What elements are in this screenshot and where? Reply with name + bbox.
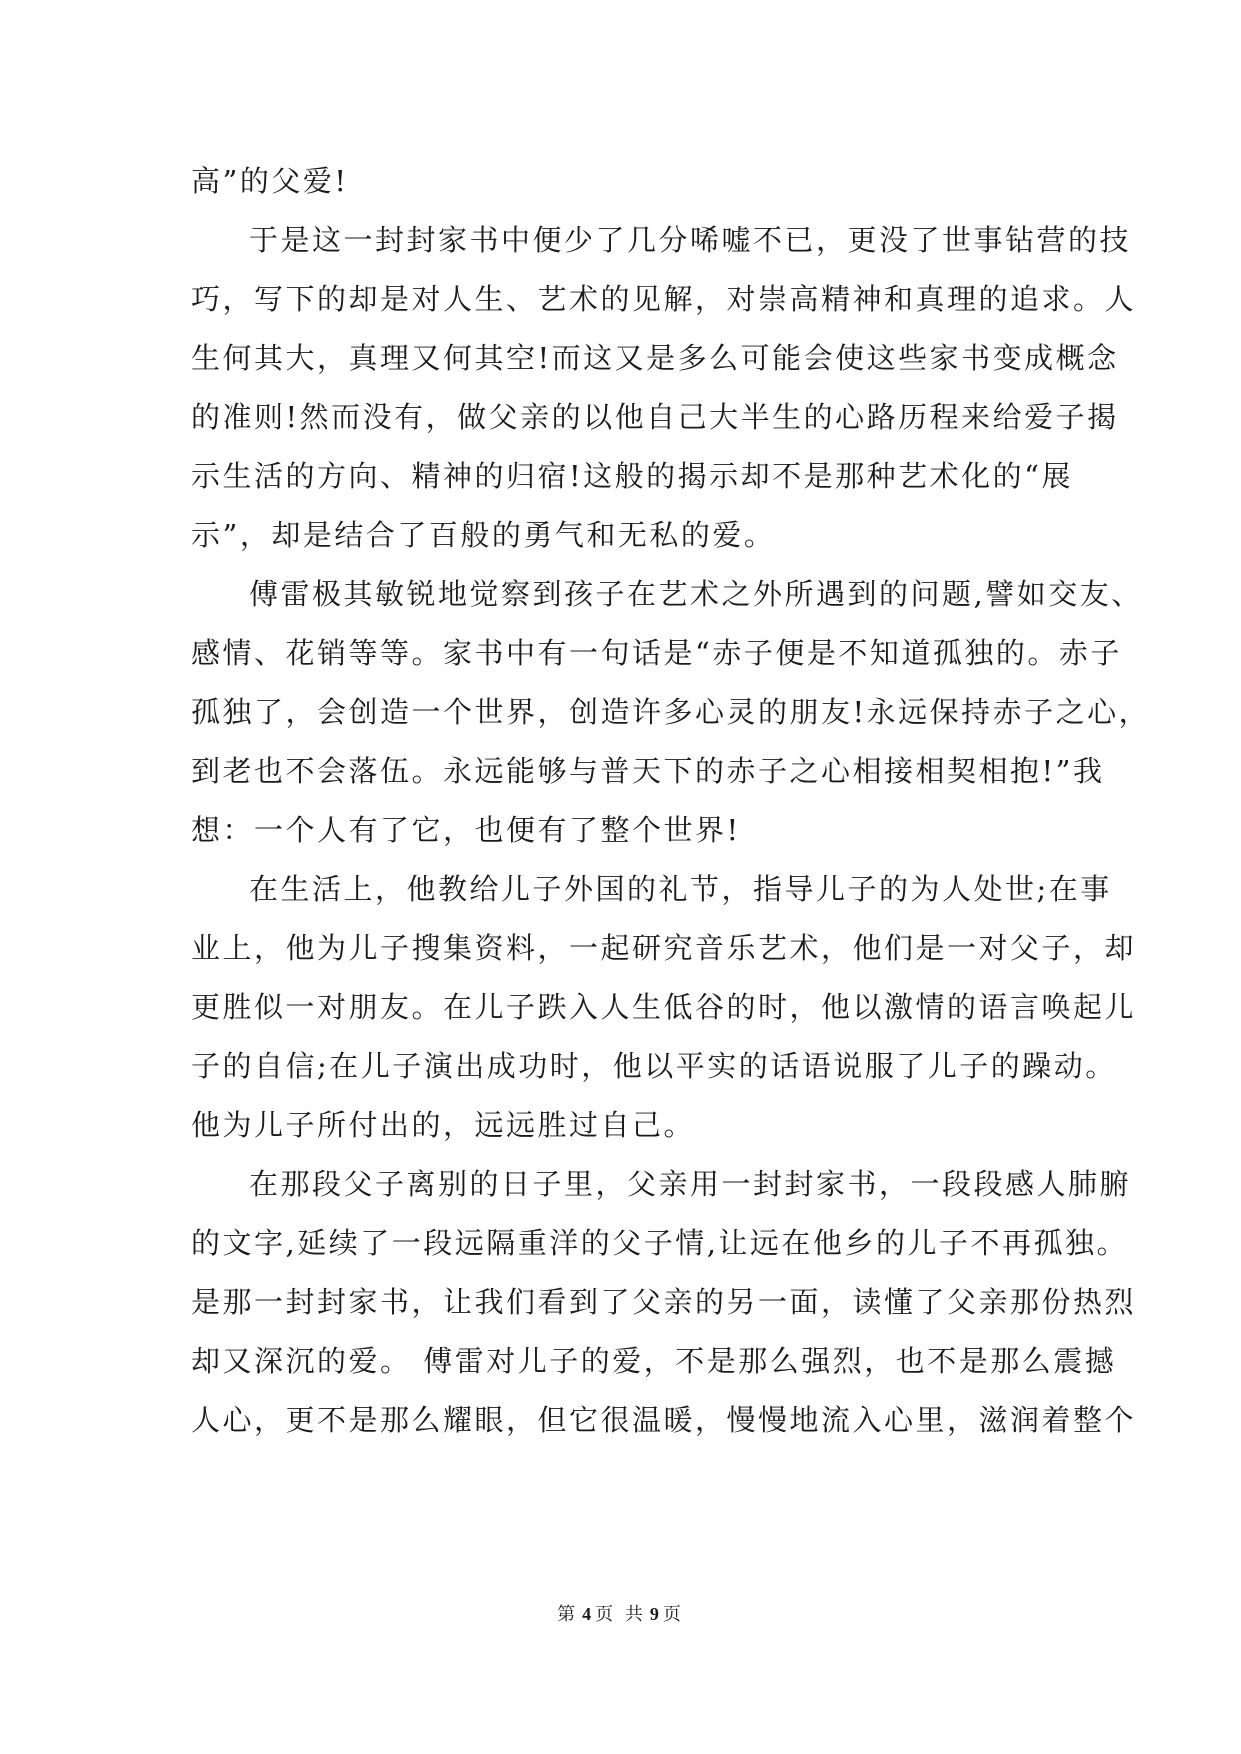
- text-line: 想：一个人有了它，也便有了整个世界!: [191, 813, 741, 847]
- footer-prefix: 第: [557, 1604, 579, 1625]
- text-line: 孤独了，会创造一个世界，创造许多心灵的朋友!永远保持赤子之心，: [191, 695, 1151, 729]
- text-line: 是那一封封家书，让我们看到了父亲的另一面，读懂了父亲那份热烈: [191, 1285, 1137, 1319]
- text-line: 更胜似一对朋友。在儿子跌入人生低谷的时，他以激情的语言唤起儿: [191, 990, 1137, 1024]
- page-footer: [0, 1600, 1241, 1626]
- text-line: 巧，写下的却是对人生、艺术的见解，对崇高精神和真理的追求。人: [191, 282, 1137, 316]
- text-line: 他为儿子所付出的，远远胜过自己。: [191, 1108, 696, 1142]
- document-body: [191, 152, 1151, 1450]
- text-line: 傅雷极其敏锐地觉察到孩子在艺术之外所遇到的问题,譬如交友、: [249, 577, 1143, 611]
- text-line: 业上，他为儿子搜集资料，一起研究音乐艺术，他们是一对父子，却: [191, 931, 1137, 965]
- text-line: 子的自信;在儿子演出成功时，他以平实的话语说服了儿子的躁动。: [191, 1049, 1117, 1083]
- text-line: 示生活的方向、精神的归宿!这般的揭示却不是那种艺术化的“展: [191, 459, 1073, 493]
- text-line: 人心，更不是那么耀眼，但它很温暖，慢慢地流入心里，滋润着整个: [191, 1403, 1137, 1437]
- text-line: 于是这一封封家书中便少了几分唏嘘不已，更没了世事钻营的技: [249, 223, 1132, 257]
- text-line: 示”，却是结合了百般的勇气和无私的爱。: [191, 518, 776, 552]
- text-line: 却又深沉的爱。 傅雷对儿子的爱，不是那么强烈，也不是那么震撼: [191, 1344, 1117, 1378]
- text-line: 在生活上，他教给儿子外国的礼节，指导儿子的为人处世;在事: [249, 872, 1112, 906]
- text-line: 高”的父爱!: [191, 164, 349, 198]
- text-line: 在那段父子离别的日子里，父亲用一封封家书，一段段感人肺腑: [249, 1167, 1132, 1201]
- text-line: 的文字,延续了一段远隔重洋的父子情,让远在他乡的儿子不再孤独。: [191, 1226, 1128, 1260]
- text-line: 生何其大，真理又何其空!而这又是多么可能会使这些家书变成概念: [191, 341, 1119, 375]
- current-page-number: 4: [582, 1604, 592, 1624]
- total-pages-number: 9: [649, 1604, 659, 1624]
- text-line: 到老也不会落伍。永远能够与普天下的赤子之心相接相契相抱!”我: [191, 754, 1105, 788]
- footer-middle: 页 共: [595, 1604, 646, 1625]
- footer-suffix: 页: [662, 1604, 684, 1625]
- text-line: 感情、花销等等。家书中有一句话是“赤子便是不知道孤独的。赤子: [191, 636, 1122, 670]
- text-line: 的准则!然而没有，做父亲的以他自己大半生的心路历程来给爱子揭: [191, 400, 1119, 434]
